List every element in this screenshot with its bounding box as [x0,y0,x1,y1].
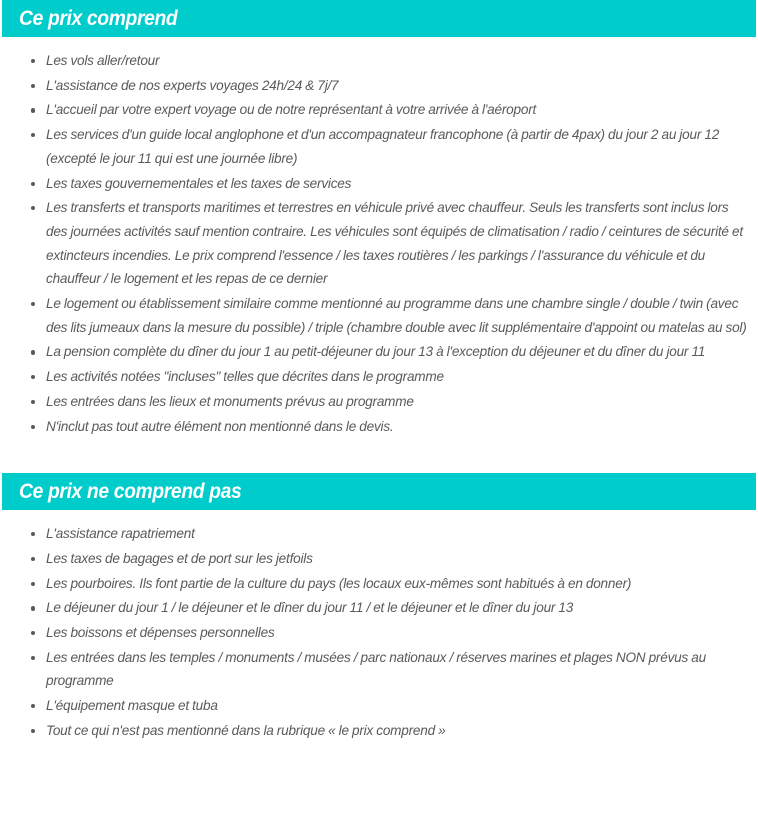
list-item-text: Les taxes gouvernementales et les taxes de services [46,175,352,191]
list-item-text: L'assistance rapatriement [46,526,195,542]
list-item-text: Les entrées dans les temples / monuments / musées / parc nationaux / réserves marines et plages NON prévus au programme [46,649,706,689]
list-item-text: Les services d'un guide local anglophone et d'un accompagnateur francophone (à partir de 4pax) du jour 2 au jour 12 (excepté le jour 11 qui est une journée libre) [46,127,720,166]
list-item-text: L'accueil par votre expert voyage ou de notre représentant à votre arrivée à l'aéroport [46,102,537,118]
list-item-text: Les pourboires. Ils font partie de la culture du pays (les locaux eux-mêmes sont habitués à en donner) [46,575,632,591]
bullet-dot-icon [31,302,35,306]
bullet-dot-icon [31,656,35,660]
list-item [6,365,752,389]
list-item [6,694,752,718]
list-item-text: N'inclut pas tout autre élément non mentionné dans le devis. [46,418,394,434]
section-header-not-included [0,473,758,510]
bullet-dot-icon [31,557,35,561]
bullet-dot-icon [31,84,35,88]
list-item-text: Les activités notées "incluses" telles que décrites dans le programme [46,369,444,385]
section-title-not-included: Ce prix ne comprend pas [19,480,242,504]
bullet-dot-icon [31,375,35,379]
list-item [6,719,752,743]
list-item [6,572,752,596]
section-title-included: Ce prix comprend [19,7,178,30]
section-not-included [0,473,758,753]
list-item-text: La pension complète du dîner du jour 1 au petit-déjeuner du jour 13 à l'exception du déjeuner et du dîner du jour 11 [46,344,706,360]
list-item-text: Les taxes de bagages et de port sur les jetfoils [46,550,313,566]
list-item [6,522,752,546]
bullet-dot-icon [31,704,35,708]
bullet-dot-icon [31,182,35,186]
list-item [6,415,752,439]
list-item-text: Les entrées dans les lieux et monuments prévus au programme [46,393,414,409]
list-item-text: L'assistance de nos experts voyages 24h/24 & 7j/7 [46,77,339,93]
list-item-text: Les transferts et transports maritimes et terrestres en véhicule privé avec chauffeur. Seuls les transferts sont inclus lors des journées activités sauf mention contraire. Les véhicules sont équipés de climatisation / radio / ceintures de sécurité et extincteurs incendies. Le prix comprend l'essence / les taxes routières / les parkings / l'assurance du véhicule et du chauffeur / le logement et les repas de ce dernier [46,200,743,287]
list-item [6,621,752,645]
bullet-dot-icon [31,350,35,354]
section-header-included [0,0,758,37]
bullet-dot-icon [31,400,35,404]
list-item [6,74,752,98]
list-item [6,172,752,196]
bullet-dot-icon [31,108,35,112]
section-gap [0,449,758,473]
list-item-text: L'équipement masque et tuba [46,698,218,714]
list-item [6,196,752,291]
list-item [6,390,752,414]
bullet-dot-icon [31,532,35,536]
bullet-dot-icon [31,606,35,610]
list-item-text: Le logement ou établissement similaire comme mentionné au programme dans une chambre single / double / twin (avec des lits jumeaux dans la mesure du possible) / triple (chambre double avec lit supplémentaire d'appoint ou matelas au sol) [46,296,747,335]
list-item-text: Les vols aller/retour [46,53,160,68]
list-item [6,98,752,122]
list-item [6,340,752,364]
bullet-dot-icon [31,59,35,63]
included-list [6,49,752,438]
not-included-list [6,522,752,742]
bullet-dot-icon [31,206,35,210]
bullet-dot-icon [31,133,35,137]
list-item [6,49,752,73]
list-item-text: Tout ce qui n'est pas mentionné dans la rubrique « le prix comprend » [46,722,446,738]
bullet-dot-icon [31,729,35,733]
list-item [6,646,752,693]
section-body-included [0,37,758,449]
bullet-dot-icon [31,582,35,586]
list-item-text: Le déjeuner du jour 1 / le déjeuner et le dîner du jour 11 / et le déjeuner et le dîner du jour 13 [46,600,574,616]
list-item-text: Les boissons et dépenses personnelles [46,625,275,641]
list-item [6,596,752,620]
bullet-dot-icon [31,631,35,635]
section-body-not-included [0,510,758,753]
bullet-dot-icon [31,425,35,429]
list-item [6,292,752,339]
list-item [6,547,752,571]
list-item [6,123,752,170]
